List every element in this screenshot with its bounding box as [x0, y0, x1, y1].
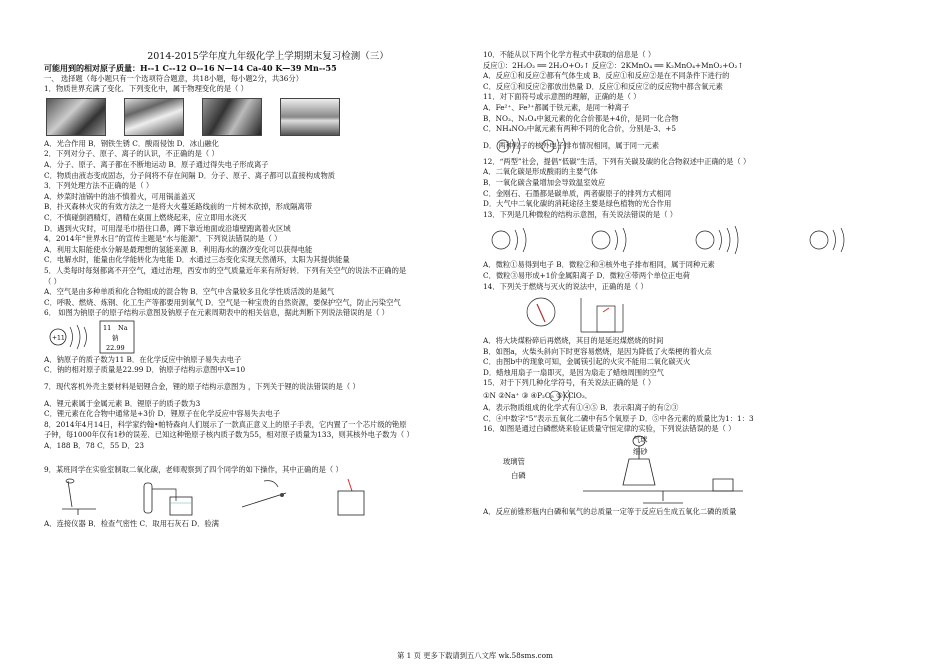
question-13-option-cd: C．微粒③易形成+1价金属阳离子 D．微粒④带两个单位正电荷	[483, 270, 690, 280]
label-white-phosphorus: 白磷	[511, 470, 526, 480]
left-column	[44, 50, 462, 530]
question-12-option-a: A．二氧化碳是形成酸雨的主要气体	[483, 167, 598, 177]
question-10-option-cd: C．反应①和反应②都放出热量 D．反应①和反应②的反应物中都含氧元素	[483, 81, 723, 91]
question-10-equations: 反应①：2H₂O₂ ══ 2H₂O+O₂↑ 反应②：2KMnO₄ ══ K₂MnO₄+MnO₂+O₂↑	[483, 60, 744, 70]
question-11: 11．对下面符号或示意图的理解，正确的是（ ）	[483, 92, 641, 102]
take-limestone-diagram	[234, 477, 294, 517]
question-11-option-b: B．NO₂、N₂O₄中氮元素的化合价都是+4价，是同一化合物	[483, 113, 679, 123]
question-1-images	[46, 98, 462, 136]
question-11-option-d: D． 两种粒子的核外电子排布情况相同，属于同一元素	[483, 140, 659, 150]
question-5-option-ab: A．空气是由多种单质和化合物组成的混合物 B．空气中含量较多且化学性质活泼的是氮气	[44, 287, 335, 297]
question-16-figure	[483, 435, 913, 507]
question-13: 13．下列是几种微粒的结构示意图，有关说法错误的是（ ）	[483, 209, 678, 219]
question-10: 10．不能从以下两个化学方程式中获取的信息是（ ）	[483, 50, 656, 59]
question-11-option-a: A．Fe²⁺、Fe³⁺都属于铁元素，是同一种离子	[483, 102, 630, 112]
question-1-options: A．光合作用 B．钢铁生锈 C．酸雨侵蚀 D．冰山融化	[44, 138, 219, 148]
question-12: 12．“两型”社会，提倡“低碳”生活，下列有关碳及碳的化合物叙述中正确的是（ ）	[483, 156, 751, 166]
question-8: 8．2014年4月14日，科学家约翰•帕特森向人们展示了一款真正意义上的原子手表，它内置了一个芯片级的铯原	[44, 419, 407, 429]
question-8-options: A．188 B．78 C．55 D．23	[44, 441, 144, 451]
right-column	[483, 50, 913, 517]
question-4: 4．2014年“世界水日”的宣传主题是“水与能源”．下列说法错误的是（ ）	[44, 234, 282, 244]
sodium-diagram	[44, 319, 164, 355]
question-9-options: A．连接仪器 B．检查气密性 C．取用石灰石 D．验满	[44, 519, 219, 529]
question-14-option-b: B．如图a，火柴头斜向下时更容易燃烧，是因为降低了火柴梗的着火点	[483, 346, 712, 356]
atomic-masses: 可能用到的相对原子质量：H--1 C--12 O--16 N—14 Ca-40 K—39 Mn--55	[44, 63, 337, 73]
question-11-option-d-wrap	[483, 135, 913, 157]
acid-rain-image	[202, 98, 262, 136]
question-12-option-c: C．金刚石、石墨都是碳单质，两者碳原子的排列方式相同	[483, 188, 672, 198]
question-7-option-ab: A．锂元素属于金属元素 B．锂原子的质子数为3	[44, 398, 201, 408]
question-16: 16．如图是通过白磷燃烧来验证质量守恒定律的实验，下列说法错误的是（ ）	[483, 424, 736, 434]
q13-particle-diagrams	[483, 220, 903, 260]
question-14: 14．下列关于燃烧与灭火的说法中，正确的是（ ）	[483, 281, 648, 291]
sodium-name: 钠	[112, 333, 119, 342]
question-12-option-d: D．大气中二氧化碳的消耗途径主要是绿色植物的光合作用	[483, 199, 672, 209]
sodium-symbol: Na	[118, 323, 128, 332]
question-10-option-ab: A．反应①和反应②都有气体生成 B．反应①和反应②是在不同条件下进行的	[483, 71, 730, 81]
question-1: 1．物质世界充满了变化．下列变化中，属于物理变化的是（ ）	[44, 84, 248, 94]
q15-ion-diagram	[547, 389, 587, 403]
question-14-option-c: C．由图b中的现象可知，金属镁引起的火灾不能用二氧化碳灭火	[483, 357, 691, 367]
sodium-mass: 22.99	[106, 343, 125, 352]
section-heading: 一、 选择题（每小题只有一个选项符合题意，共18小题，每小题2分，共36分）	[44, 73, 304, 83]
photosynthesis-image	[46, 98, 106, 136]
question-3-option-a: A．炒菜时油锅中的油不慎着火，可用锅盖盖灭	[44, 191, 196, 201]
iceberg-image	[280, 98, 340, 136]
question-5: 5．人类每时每刻都离不开空气，通过治理，西安市的空气质量近年来有所好转．下列有关空气的说法不正确的是	[44, 265, 407, 275]
question-9: 9．某班同学在实验室制取二氧化碳，老师观察到了四个同学的如下操作，其中正确的是（ ）	[44, 464, 343, 474]
question-3-option-d: D．遇到火灾时，可用湿毛巾捂住口鼻，蹲下靠近地面或沿墙壁跑离着火区域	[44, 223, 291, 233]
question-6: 6． 如图为钠原子的原子结构示意图及钠原子在元素周期表中的相关信息，据此判断下列说法错误的是（ ）	[44, 308, 389, 318]
q16-balance-diagram	[543, 435, 763, 507]
sodium-number: 11	[103, 323, 112, 332]
question-4-option-cd: C．电解水时，能量由化学能转化为电能 D．水通过三态变化实现天然循环，太阳为其提供能量	[44, 255, 350, 265]
rusting-image	[124, 98, 184, 136]
label-sand: 细砂	[633, 446, 648, 456]
question-7-option-cd: C．锂元素在化合物中通常是+3价 D．锂原子在化学反应中容易失去电子	[44, 409, 281, 419]
question-8-cont: 子钟，每1000年仅有1秒的误差．已知这种铯原子核内质子数为55，相对原子质量为133，则其核外电子数为（ ）	[44, 430, 414, 440]
question-13-option-ab: A．微粒①易得到电子 B．微粒②和④核外电子排布相同，属于同种元素	[483, 260, 715, 270]
question-15: 15．对于下列几种化学符号，有关说法正确的是（ ）	[483, 378, 656, 388]
airtight-check-diagram	[136, 477, 206, 517]
q14-combustion-figures	[513, 292, 713, 336]
question-15-option-ab: A．表示物质组成的化学式有①④⑤ B．表示阳离子的有②③	[483, 403, 679, 413]
question-3-option-c: C．不慎碰倒酒精灯，酒精在桌面上燃烧起来，应立即用水浇灭	[44, 212, 247, 222]
question-4-option-ab: A．利用太阳能使水分解是最理想的氢能来源 B．利用海水的潮汐变化可以获得电能	[44, 244, 313, 254]
question-6-option-ab: A．钠原子的质子数为11 B．在化学反应中钠原子易失去电子	[44, 354, 242, 364]
question-11-option-c: C．NH₄NO₃中氮元素有两种不同的化合价，分别是-3、+5	[483, 124, 677, 134]
connect-apparatus-diagram	[48, 477, 108, 517]
label-balloon: 气球	[633, 434, 648, 444]
question-2: 2．下列对分子、原子、离子的认识，不正确的是（ ）	[44, 149, 219, 159]
question-3: 3．下列处理方法不正确的是（ ）	[44, 181, 154, 191]
full-check-diagram	[322, 477, 382, 517]
page-title: 2014-2015学年度九年级化学上学期期末复习检测（三）	[147, 51, 389, 62]
question-15-items-wrap	[483, 389, 913, 403]
question-9-apparatus	[48, 477, 462, 517]
question-14-option-a: A．将大块煤粉碎后再燃烧，其目的是延迟煤燃烧的时间	[483, 336, 664, 346]
question-15-option-cd: C．④中数字“5”表示五氧化二磷中有5个氧原子 D．⑤中各元素的质量比为1：1：3	[483, 413, 754, 423]
question-2-option-cd: C．物质由液态变成固态，分子间将不存在间隔 D．分子、原子、离子都可以直接构成物质	[44, 170, 336, 180]
question-12-option-b: B．一氧化碳含量增加会导致温室效应	[483, 177, 606, 187]
page-footer: 第 1 页 更多下载请到五八文库 wk.58sms.com	[397, 651, 553, 660]
question-5-option-cd: C．呼吸、燃烧、炼钢、化工生产等都要用到氧气 D．空气是一种宝贵的自然资源，要保护空气，防止污染空气	[44, 297, 401, 307]
label-glass-tube: 玻璃管	[503, 456, 525, 466]
question-2-option-ab: A．分子、原子、离子都在不断地运动 B．原子通过得失电子形成离子	[44, 159, 269, 169]
question-14-option-d: D．蜡烛用扇子一扇即灭，是因为扇走了蜡烛周围的空气	[483, 367, 664, 377]
question-5-paren: （ ）	[44, 276, 61, 286]
question-15-items: ①N ②Na⁺ ③ ④P₂O₅ ⑤KClO₃．	[483, 391, 593, 401]
question-3-option-b: B．扑灭森林火灾的有效方法之一是将大火蔓延路线前的一片树木砍掉，形成隔离带	[44, 202, 313, 212]
question-7: 7．现代客机外壳主要材料是铝锂合金，锂的原子结构示意图为 ，下列关于锂的说法错误的是（ ）	[44, 382, 360, 392]
question-16-option-a: A．反应前锥形瓶内白磷和氧气的总质量一定等于反应后生成五氧化二磷的质量	[483, 506, 737, 516]
question-6-option-cd: C．钠的相对原子质量是22.99 D．钠原子结构示意图中X=10	[44, 365, 246, 375]
svg-text:+11: +11	[52, 334, 65, 342]
